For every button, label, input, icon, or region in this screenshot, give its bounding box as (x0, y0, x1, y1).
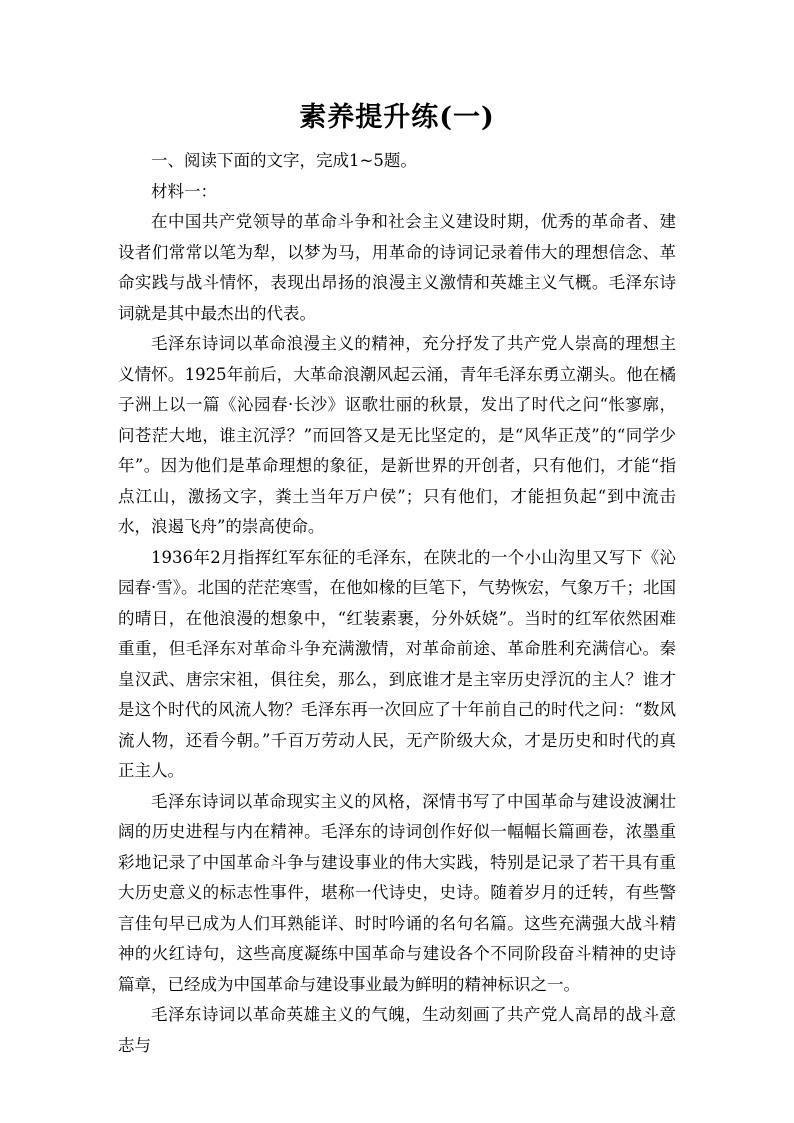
paragraph-2: 毛泽东诗词以革命浪漫主义的精神，充分抒发了共产党人崇高的理想主义情怀。1925年前后，大革命浪潮风起云涌，青年毛泽东勇立潮头。他在橘子洲上以一篇《沁园春·长沙》讴歌壮丽的秋景，发出了时代之问“怅寥廓，问苍茫大地，谁主沉浮？”而回答又是无比坚定的，是“风华正茂”的“同学少年”。因为他们是革命理想的象征，是新世界的开创者，只有他们，才能“指点江山，激扬文字，粪土当年万户侯”；只有他们，才能担负起“到中流击水，浪遏飞舟”的崇高使命。 (118, 334, 676, 536)
material-label: 材料一： (151, 181, 217, 201)
paragraph-3: 1936年2月指挥红军东征的毛泽东，在陕北的一个小山沟里又写下《沁园春·雪》。北国的茫茫寒雪，在他如椽的巨笔下，气势恢宏，气象万千；北国的晴日，在他浪漫的想象中，“红装素裹，分外妖娆”。当时的红军依然困难重重，但毛泽东对革命斗争充满激情，对革命前途、革命胜利充满信心。秦皇汉武、唐宗宋祖，俱往矣，那么，到底谁才是主宰历史浮沉的主人？谁才是这个时代的风流人物？毛泽东再一次回应了十年前自己的时代之问：“数风流人物，还看今朝。”千百万劳动人民，无产阶级大众，才是历史和时代的真正主人。 (118, 547, 676, 780)
page-title: 素养提升练(一) (299, 102, 495, 133)
paragraph-4: 毛泽东诗词以革命现实主义的风格，深情书写了中国革命与建设波澜壮阔的历史进程与内在精神。毛泽东的诗词创作好似一幅幅长篇画卷，浓墨重彩地记录了中国革命斗争与建设事业的伟大实践，特别是记录了若干具有重大历史意义的标志性事件，堪称一代诗史，史诗。随着岁月的迁转，有些警言佳句早已成为人们耳熟能详、时时吟诵的名句名篇。这些充满强大战斗精神的火红诗句，这些高度凝练中国革命与建设各个不同阶段奋斗精神的史诗篇章，已经成为中国革命与建设事业最为鲜明的精神标识之一。 (118, 791, 676, 994)
question-intro: 一、阅读下面的文字，完成1~5题。 (151, 151, 417, 170)
paragraph-5: 毛泽东诗词以革命英雄主义的气魄，生动刻画了共产党人高昂的战斗意志与 (118, 1005, 676, 1055)
document-page (118, 98, 676, 1061)
paragraph-1: 在中国共产党领导的革命斗争和社会主义建设时期，优秀的革命者、建设者们常常以笔为犁，以梦为马，用革命的诗词记录着伟大的理想信念、革命实践与战斗情怀，表现出昂扬的浪漫主义激情和英雄主义气概。毛泽东诗词就是其中最杰出的代表。 (118, 212, 676, 323)
